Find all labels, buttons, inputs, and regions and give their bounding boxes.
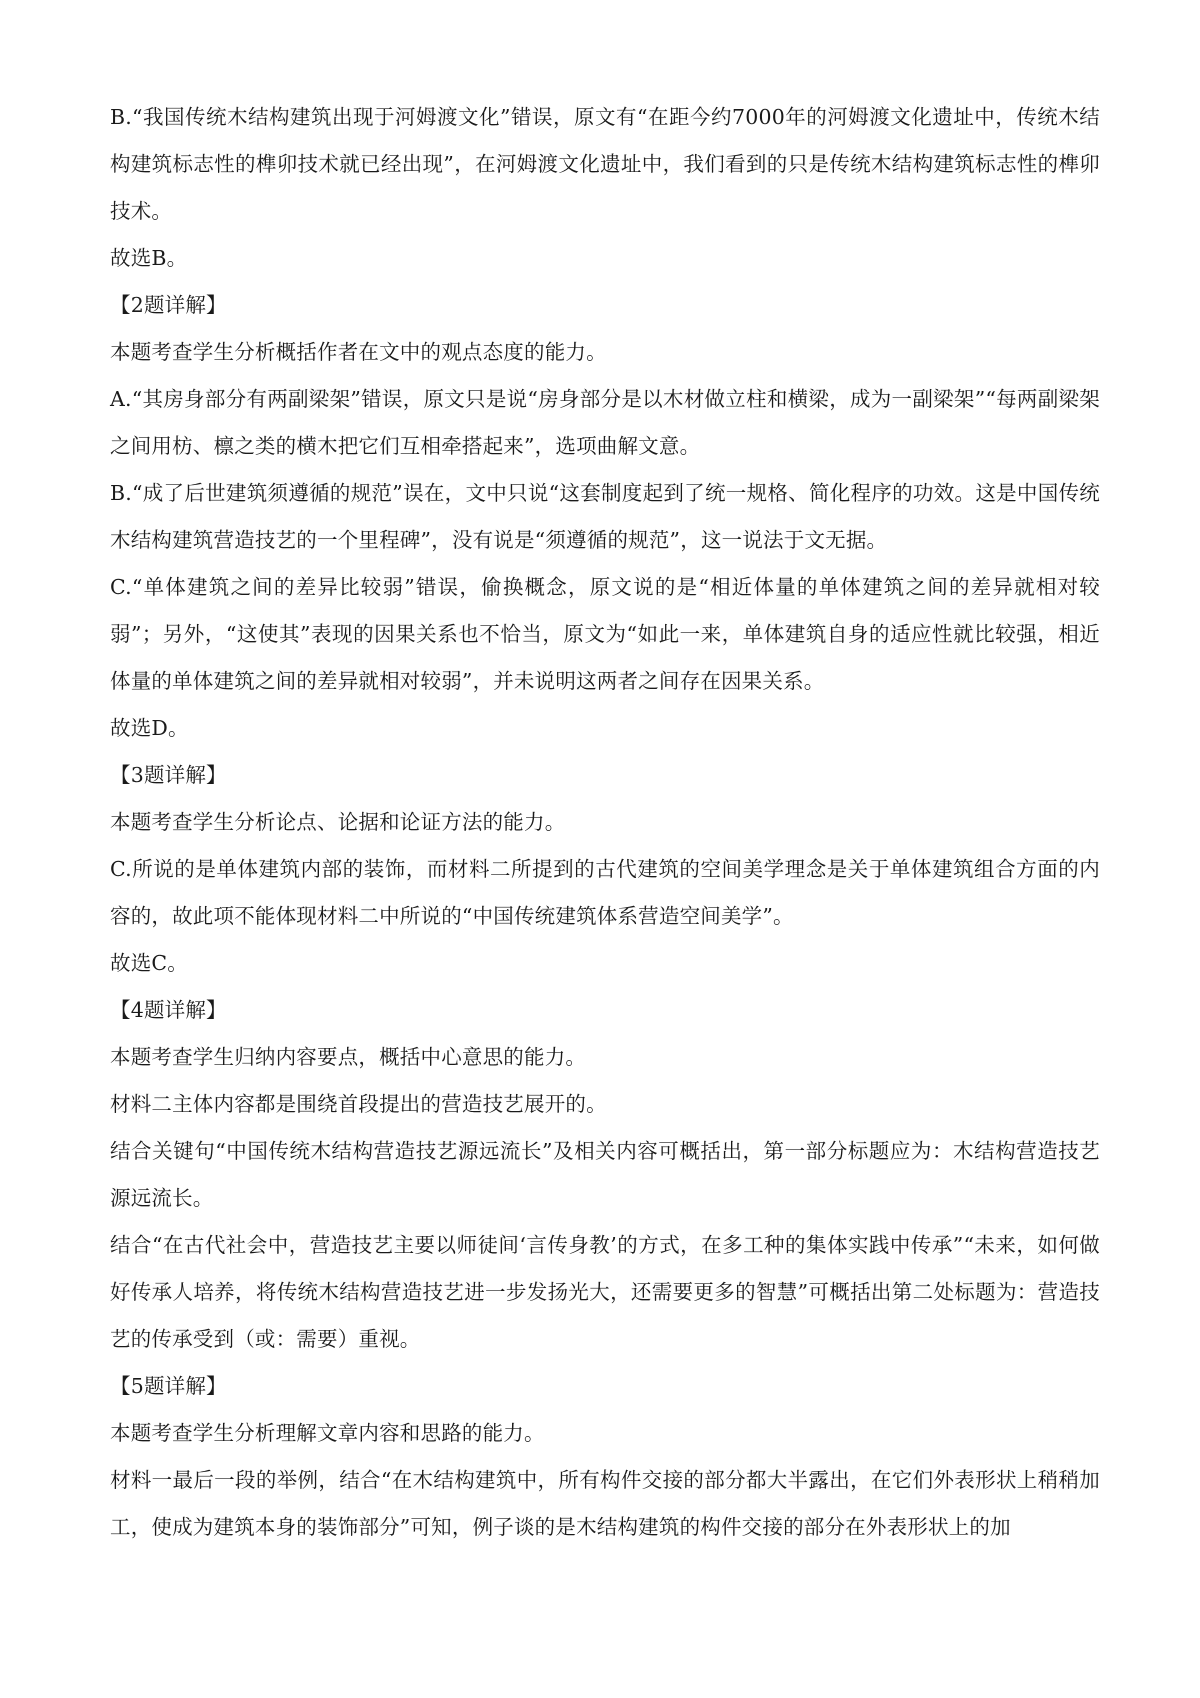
answer-choice-c: 故选C。 [110,951,188,975]
q2-option-c-analysis: C.“单体建筑之间的差异比较弱”错误，偷换概念，原文说的是“相近体量的单体建筑之间的差异就相对较弱”；另外，“这使其”表现的因果关系也不恰当，原文为“如此一来，单体建筑自身的适应性就比较强，相近体量的单体建筑之间的差异就相对较弱”，并未说明这两者之间存在因果关系。 [110,575,1100,693]
q5-skill-statement: 本题考查学生分析理解文章内容和思路的能力。 [110,1421,545,1445]
q2-option-a-analysis: A.“其房身部分有两副梁架”错误，原文只是说“房身部分是以木材做立柱和横梁，成为一副梁架”“每两副梁架之间用枋、檩之类的横木把它们互相牵搭起来”，选项曲解文意。 [110,387,1100,458]
q4-skill-statement: 本题考查学生归纳内容要点，概括中心意思的能力。 [110,1045,587,1069]
q4-second-heading-analysis: 结合“在古代社会中，营造技艺主要以师徒间‘言传身教’的方式，在多工种的集体实践中传承”“未来，如何做好传承人培养，将传统木结构营造技艺进一步发扬光大，还需要更多的智慧”可概括出第二处标题为：营造技艺的传承受到（或：需要）重视。 [110,1233,1100,1351]
section-heading-q5: 【5题详解】 [110,1374,227,1398]
document-body [110,94,1100,1551]
answer-choice-d: 故选D。 [110,716,189,740]
q4-first-heading-analysis: 结合关键句“中国传统木结构营造技艺源远流长”及相关内容可概括出，第一部分标题应为：木结构营造技艺源远流长。 [110,1139,1100,1210]
q3-skill-statement: 本题考查学生分析论点、论据和论证方法的能力。 [110,810,566,834]
answer-explanation-b-hemudu: B.“我国传统木结构建筑出现于河姆渡文化”错误，原文有“在距今约7000年的河姆渡文化遗址中，传统木结构建筑标志性的榫卯技术就已经出现”，在河姆渡文化遗址中，我们看到的只是传统木结构建筑标志性的榫卯技术。 [110,105,1100,223]
section-heading-q4: 【4题详解】 [110,998,227,1022]
q4-main-content: 材料二主体内容都是围绕首段提出的营造技艺展开的。 [110,1092,607,1116]
section-heading-q2: 【2题详解】 [110,293,227,317]
answer-choice-b: 故选B。 [110,246,188,270]
q2-skill-statement: 本题考查学生分析概括作者在文中的观点态度的能力。 [110,340,607,364]
q3-option-c-analysis: C.所说的是单体建筑内部的装饰，而材料二所提到的古代建筑的空间美学理念是关于单体建筑组合方面的内容的，故此项不能体现材料二中所说的“中国传统建筑体系营造空间美学”。 [110,857,1100,928]
q2-option-b-analysis: B.“成了后世建筑须遵循的规范”误在，文中只说“这套制度起到了统一规格、简化程序的功效。这是中国传统木结构建筑营造技艺的一个里程碑”，没有说是“须遵循的规范”，这一说法于文无据。 [110,481,1100,552]
section-heading-q3: 【3题详解】 [110,763,227,787]
q5-analysis: 材料一最后一段的举例，结合“在木结构建筑中，所有构件交接的部分都大半露出，在它们外表形状上稍稍加工，使成为建筑本身的装饰部分”可知，例子谈的是木结构建筑的构件交接的部分在外表形状上的加 [110,1468,1100,1539]
